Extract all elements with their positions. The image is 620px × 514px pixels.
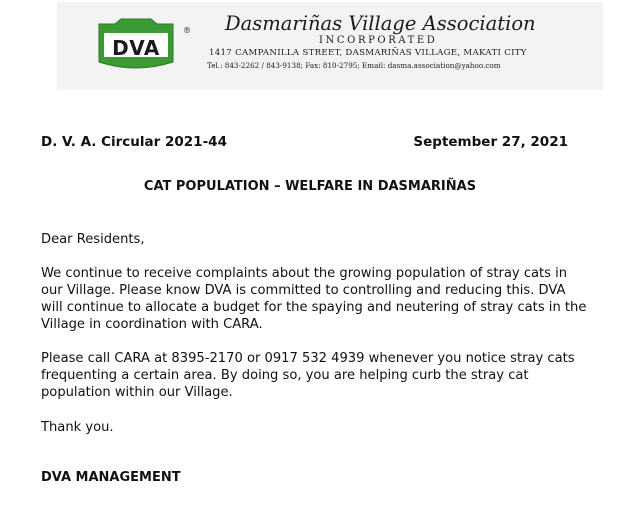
organization-name: Dasmariñas Village Association [225, 12, 536, 35]
paragraph-call-cara: Please call CARA at 8395-2170 or 0917 532 4939 whenever you notice stray cats frequenting a certain area. By doing so, you are helping curb the stray cat population within our Village. [41, 351, 575, 400]
organization-address: 1417 CAMPANILLA STREET, DASMARIÑAS VILLAGE, MAKATI CITY [209, 48, 527, 58]
circular-date: September 27, 2021 [413, 134, 568, 150]
organization-contact: Tel.: 843-2262 / 843-9138; Fax: 810-2795; Email: dasma.association@yahoo.com [207, 61, 501, 70]
dva-logo [95, 18, 177, 72]
registered-mark: ® [183, 26, 191, 35]
closing: Thank you. [41, 420, 114, 435]
organization-incorporated: INCORPORATED [319, 35, 438, 46]
logo-text: DVA [112, 36, 160, 60]
circular-number: D. V. A. Circular 2021-44 [41, 134, 227, 150]
letterhead [57, 2, 603, 90]
circular-subject: CAT POPULATION – WELFARE IN DASMARIÑAS [143, 179, 477, 194]
signatory: DVA MANAGEMENT [41, 470, 181, 485]
paragraph-complaints: We continue to receive complaints about the growing population of stray cats in our Village. Please know DVA is committed to controlling and reducing this. DVA will continue to allocate a budget for the spaying and neutering of stray cats in the Village in coordination with CARA. [41, 266, 587, 332]
salutation: Dear Residents, [41, 232, 145, 247]
